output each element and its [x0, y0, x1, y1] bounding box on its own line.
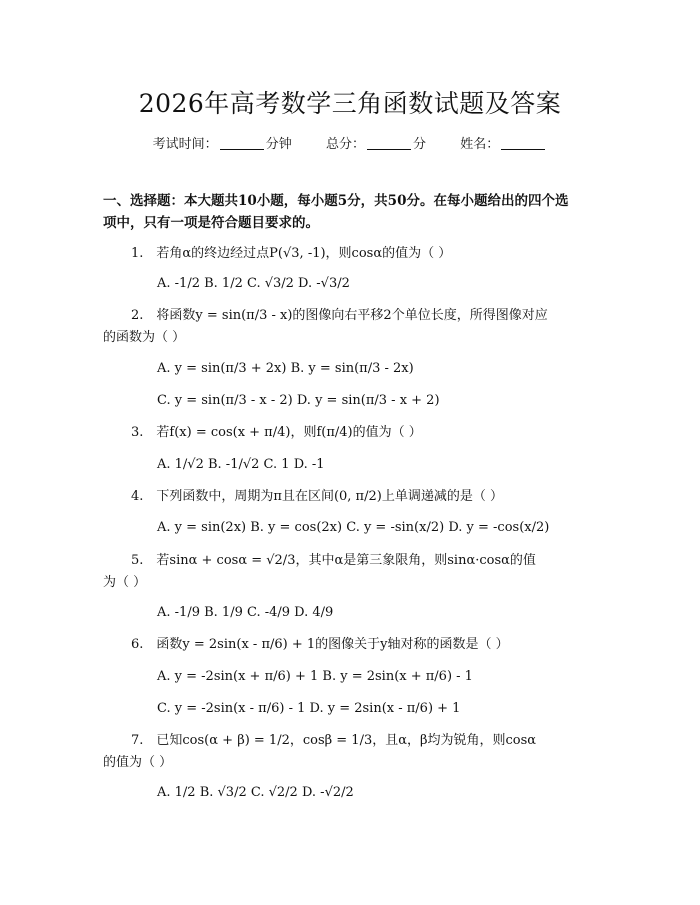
question-6-stem: 6. 函数y = 2sin(x - π/6) + 1的图像关于y轴对称的函数是（ ） [131, 637, 509, 652]
exam-time-label: 考试时间： [152, 137, 218, 152]
question-3-stem: 3. 若f(x) = cos(x + π/4)，则f(π/4)的值为（ ） [131, 425, 422, 440]
exam-time-blank [220, 137, 264, 150]
question-3-options: A. 1/√2 B. -1/√2 C. 1 D. -1 [157, 457, 325, 472]
question-5-stem-cont: 为（ ） [103, 575, 147, 590]
question-2-stem: 2. 将函数y = sin(π/3 - x)的图像向右平移2个单位长度，所得图像对应 [131, 308, 548, 323]
question-2-stem-cont: 的函数为（ ） [103, 330, 186, 345]
page-title: 2026年高考数学三角函数试题及答案 [138, 89, 562, 118]
question-4-stem: 4. 下列函数中，周期为π且在区间(0, π/2)上单调递减的是（ ） [131, 489, 503, 504]
section-heading-line-2: 项中，只有一项是符合题目要求的。 [103, 215, 319, 231]
name-blank [501, 137, 545, 150]
total-score-label: 总分： [325, 137, 365, 152]
section-heading-line-1: 一、选择题：本大题共10小题，每小题5分，共50分。在每小题给出的四个选 [103, 193, 569, 209]
question-2-options-2: C. y = sin(π/3 - x - 2) D. y = sin(π/3 - x + 2) [157, 393, 440, 408]
question-5-stem: 5. 若sinα + cosα = √2/3，其中α是第三象限角，则sinα·cosα的值 [131, 553, 536, 568]
question-6-options-2: C. y = -2sin(x - π/6) - 1 D. y = 2sin(x - π/6) + 1 [157, 701, 461, 716]
total-score-unit: 分 [413, 137, 427, 152]
section-heading [103, 190, 603, 234]
name-label: 姓名： [460, 137, 500, 152]
question-4-options: A. y = sin(2x) B. y = cos(2x) C. y = -sin(x/2) D. y = -cos(x/2) [157, 520, 550, 535]
question-1-stem: 1. 若角α的终边经过点P(√3, -1)，则cosα的值为（ ） [131, 246, 452, 261]
question-7-stem-cont: 的值为（ ） [103, 755, 173, 770]
question-1-options: A. -1/2 B. 1/2 C. √3/2 D. -√3/2 [157, 276, 350, 291]
question-2-options-1: A. y = sin(π/3 + 2x) B. y = sin(π/3 - 2x) [157, 361, 414, 376]
question-7-options: A. 1/2 B. √3/2 C. √2/2 D. -√2/2 [157, 785, 354, 800]
exam-time-unit: 分钟 [265, 137, 292, 152]
question-5-options: A. -1/9 B. 1/9 C. -4/9 D. 4/9 [157, 605, 334, 620]
exam-info-row [0, 133, 700, 152]
total-score-blank [367, 137, 411, 150]
question-7-stem: 7. 已知cos(α + β) = 1/2，cosβ = 1/3，且α，β均为锐角，则cosα [131, 733, 537, 748]
question-6-options-1: A. y = -2sin(x + π/6) + 1 B. y = 2sin(x + π/6) - 1 [157, 669, 473, 684]
